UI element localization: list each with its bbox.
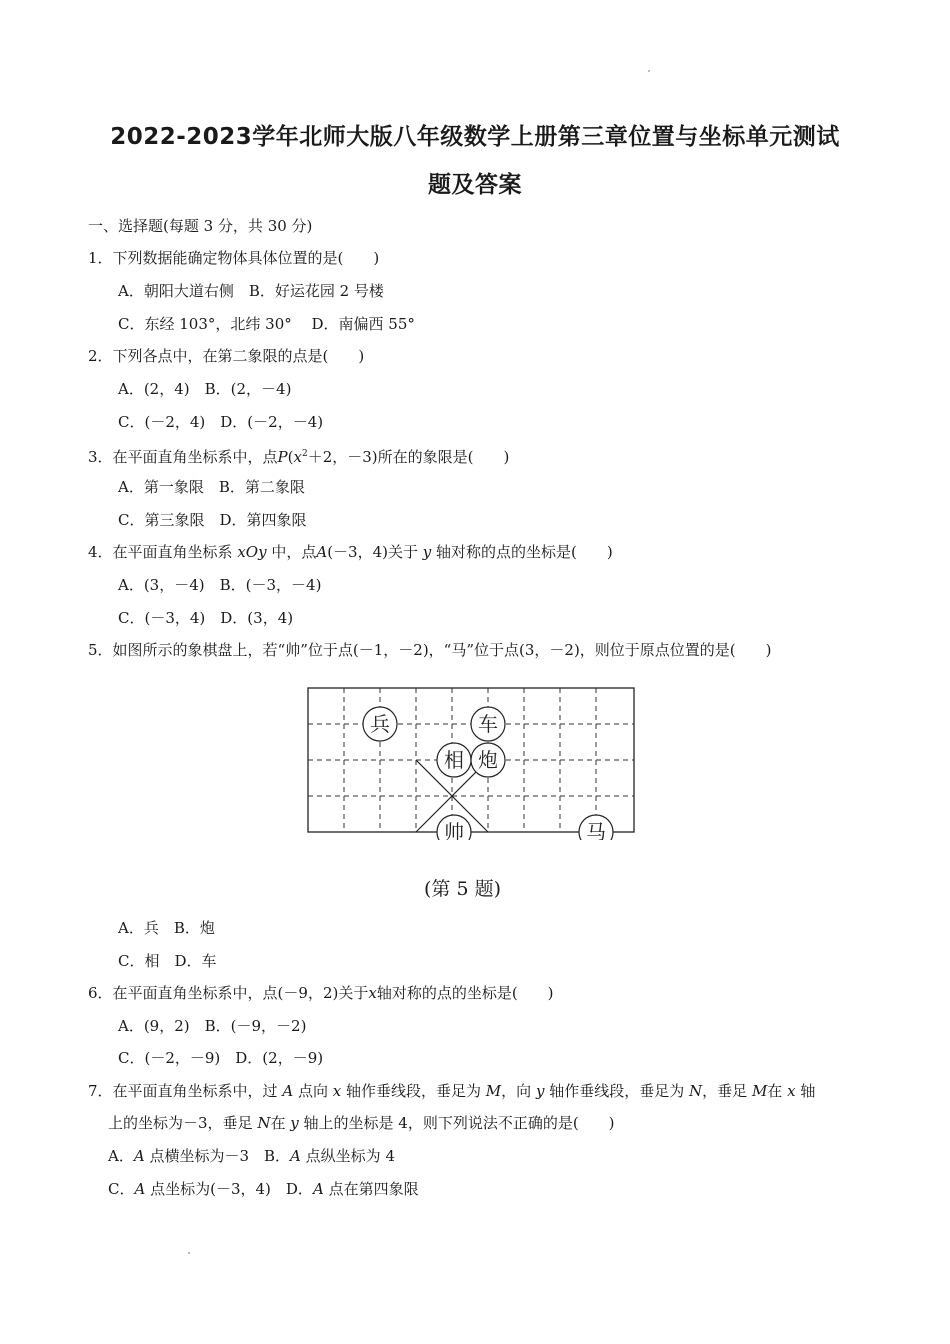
document-title-line1: 2022-2023学年北师大版八年级数学上册第三章位置与坐标单元测试 xyxy=(110,124,840,150)
chessboard-figure xyxy=(298,680,638,840)
q1-options-ab: A．朝阳大道右侧 B．好运花园 2 号楼 xyxy=(118,282,384,300)
q4-options-cd: C．(－3，4) D．(3，4) xyxy=(118,609,294,627)
piece-pao-label: 炮 xyxy=(478,748,498,772)
q4-options-ab: A．(3，－4) B．(－3，－4) xyxy=(118,576,322,594)
q7-stem-line1: 7．在平面直角坐标系中，过 A 点向 x 轴作垂线段，垂足为 M，向 y 轴作垂线段，垂足为 N，垂足 M在 x 轴 xyxy=(88,1082,816,1100)
q6-options-cd: C．(－2，－9) D．(2，－9) xyxy=(118,1049,324,1067)
q3-stem: 3．在平面直角坐标系中，点$P(x^2+2$，－3)所在的象限是( ) xyxy=(88,448,510,466)
section-heading: 一、选择题(每题 3 分，共 30 分) xyxy=(88,217,313,235)
q5-options-cd: C．相 D．车 xyxy=(118,952,217,970)
piece-ma-label: 马 xyxy=(586,820,606,840)
q7-options-ab: A．A 点横坐标为－3 B．A 点纵坐标为 4 xyxy=(108,1147,395,1165)
q7-stem-line2: 上的坐标为－3，垂足 N在 y 轴上的坐标是 4，则下列说法不正确的是( ) xyxy=(108,1114,615,1132)
q1-stem: 1．下列数据能确定物体具体位置的是( ) xyxy=(88,249,380,267)
q6-stem: 6．在平面直角坐标系中，点(－9，2)关于x轴对称的点的坐标是( ) xyxy=(88,984,554,1002)
scan-speck xyxy=(648,70,650,72)
q2-options-ab: A．(2，4) B．(2，－4) xyxy=(118,380,292,398)
document-title-line2: 题及答案 xyxy=(428,172,522,198)
piece-che-label: 车 xyxy=(478,712,498,736)
q5-stem: 5．如图所示的象棋盘上，若“帅”位于点(－1，－2)，“马”位于点(3，－2)，则位于原点位置的是( ) xyxy=(88,641,772,659)
q1-options-cd: C．东经 103°，北纬 30° D．南偏西 55° xyxy=(118,315,415,333)
q2-options-cd: C．(－2，4) D．(－2，－4) xyxy=(118,413,324,431)
q7-options-cd: C．A 点坐标为(－3，4) D．A 点在第四象限 xyxy=(108,1180,419,1198)
q6-options-ab: A．(9，2) B．(－9，－2) xyxy=(118,1017,307,1035)
scan-speck xyxy=(188,1252,190,1254)
q3-options-ab: A．第一象限 B．第二象限 xyxy=(118,478,305,496)
piece-xiang-label: 相 xyxy=(444,748,464,772)
q5-options-ab: A．兵 B．炮 xyxy=(118,919,215,937)
q4-stem: 4．在平面直角坐标系 xOy 中，点A(－3，4)关于 y 轴对称的点的坐标是( ) xyxy=(88,543,613,561)
q2-stem: 2．下列各点中，在第二象限的点是( ) xyxy=(88,347,365,365)
piece-bing-label: 兵 xyxy=(370,712,390,736)
q3-options-cd: C．第三象限 D．第四象限 xyxy=(118,511,307,529)
piece-shuai-label: 帅 xyxy=(444,820,464,840)
figure-caption: (第 5 题) xyxy=(424,878,501,900)
